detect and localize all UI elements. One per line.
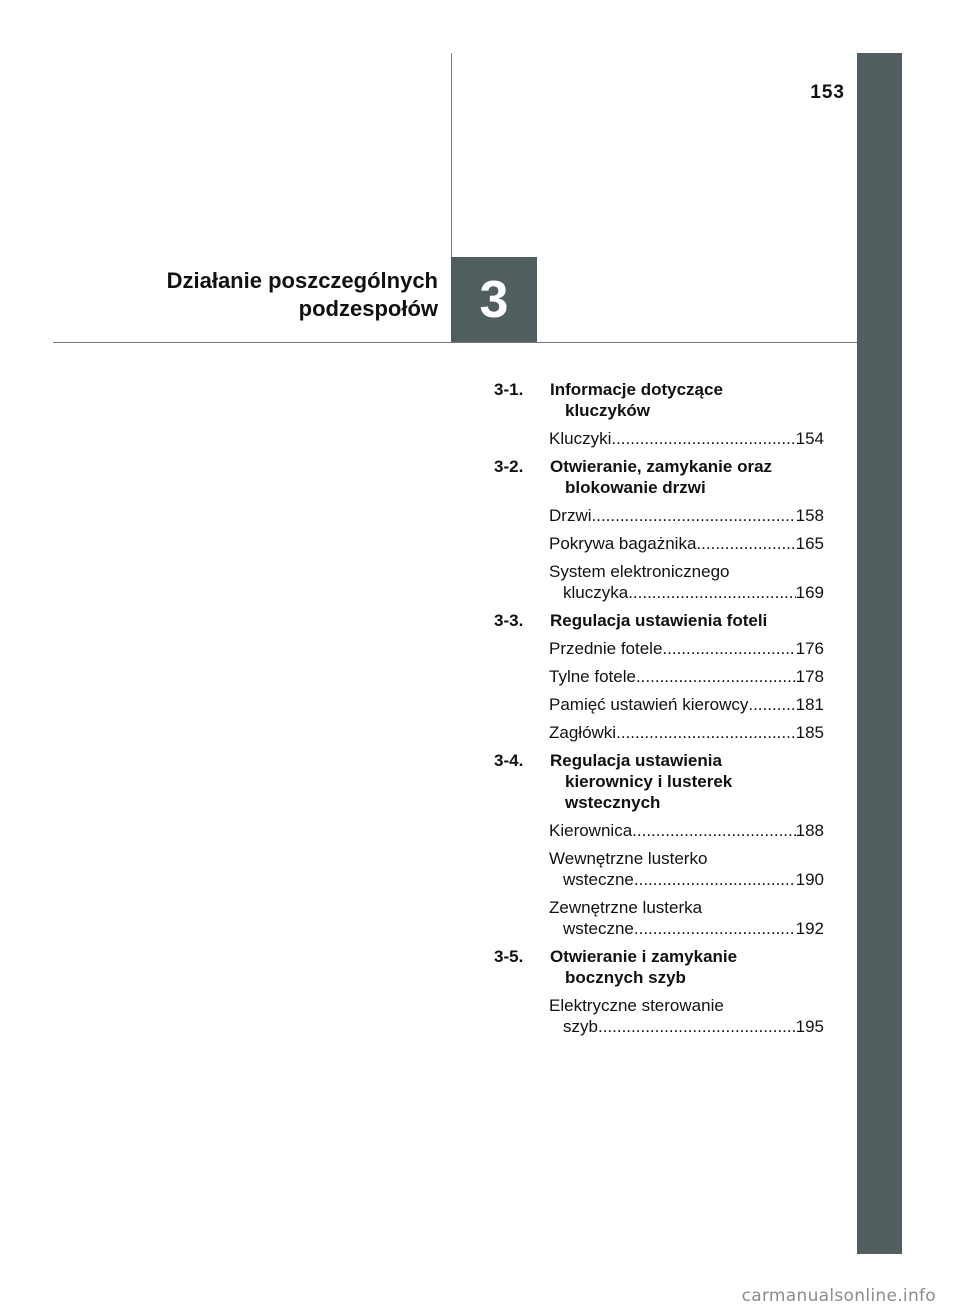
leader-dots: [611, 428, 795, 449]
section-title-line: kluczyków: [565, 401, 651, 420]
entry-title: szyb: [563, 1017, 598, 1036]
leader-dots: [598, 1016, 796, 1037]
entry-page: 185: [795, 723, 824, 742]
watermark-text: carmanualsonline.info: [741, 1286, 936, 1306]
section-title-line: kierownicy i lusterek: [565, 772, 733, 791]
section-title-line: wstecznych: [565, 793, 661, 812]
leader-dots: [592, 505, 796, 526]
leader-dots: [662, 638, 795, 659]
section-title-line: Otwieranie, zamykanie oraz: [550, 457, 773, 476]
toc-entry[interactable]: [549, 995, 824, 1037]
toc-section[interactable]: [494, 456, 824, 498]
entry-page: 158: [795, 506, 824, 525]
section-number: 3-1.: [494, 380, 524, 399]
chapter-title-line: podzespołów: [298, 296, 438, 321]
entry-page: 190: [795, 870, 824, 889]
entry-page: 165: [795, 534, 824, 553]
toc-entry[interactable]: [549, 638, 824, 659]
chapter-title-line: Działanie poszczególnych: [166, 268, 438, 293]
entry-title: kluczyka: [563, 583, 629, 602]
entry-page: 181: [795, 695, 824, 714]
section-number: 3-2.: [494, 457, 524, 476]
toc-entry[interactable]: [549, 428, 824, 449]
leader-dots: [628, 582, 795, 603]
section-title-line: Otwieranie i zamykanie: [550, 947, 738, 966]
entry-page: 192: [795, 919, 824, 938]
toc-entry[interactable]: [549, 694, 824, 715]
leader-dots: [634, 869, 796, 890]
section-number: 3-5.: [494, 947, 524, 966]
section-title-line: Regulacja ustawienia: [550, 751, 722, 770]
entry-title: Przednie fotele: [549, 639, 663, 658]
leader-dots: [696, 533, 795, 554]
leader-dots: [636, 666, 796, 687]
toc-section[interactable]: [494, 610, 824, 631]
toc-entry[interactable]: [549, 666, 824, 687]
leader-dots: [616, 722, 796, 743]
toc-entry[interactable]: [549, 722, 824, 743]
entry-page: 176: [795, 639, 824, 658]
entry-page: 195: [795, 1017, 824, 1036]
entry-title-line: Zewnętrzne lusterka: [549, 898, 703, 917]
toc-entry[interactable]: [549, 561, 824, 603]
section-title-line: blokowanie drzwi: [565, 478, 706, 497]
entry-page: 188: [795, 821, 824, 840]
toc-entry[interactable]: [549, 505, 824, 526]
entry-title: Pokrywa bagażnika: [549, 534, 697, 553]
toc-section[interactable]: [494, 946, 824, 988]
entry-title-line: System elektronicznego: [549, 562, 730, 581]
leader-dots: [632, 820, 795, 841]
entry-title: Kierownica: [549, 821, 633, 840]
entry-title: Drzwi: [549, 506, 592, 525]
chapter-number: 3: [479, 270, 509, 329]
chapter-number-box: [451, 257, 537, 342]
toc-section[interactable]: [494, 379, 824, 421]
page-number: 153: [810, 82, 845, 103]
entry-title-line: Wewnętrzne lusterko: [549, 849, 708, 868]
table-of-contents: [494, 379, 824, 1044]
section-title-line: Regulacja ustawienia foteli: [550, 611, 768, 630]
entry-page: 154: [795, 429, 824, 448]
toc-entry[interactable]: [549, 820, 824, 841]
chapter-side-tab: [857, 53, 902, 1254]
section-number: 3-4.: [494, 751, 524, 770]
entry-title: Zagłówki: [549, 723, 617, 742]
entry-title: Kluczyki: [549, 429, 612, 448]
chapter-title: [78, 267, 438, 323]
entry-title: Pamięć ustawień kierowcy: [549, 695, 749, 714]
entry-title: Tylne fotele: [549, 667, 636, 686]
horizontal-divider: [53, 342, 857, 343]
section-title-line: bocznych szyb: [565, 968, 686, 987]
toc-entry[interactable]: [549, 897, 824, 939]
toc-entry[interactable]: [549, 533, 824, 554]
toc-entry[interactable]: [549, 848, 824, 890]
entry-title-line: Elektryczne sterowanie: [549, 996, 724, 1015]
leader-dots: [634, 918, 796, 939]
entry-title: wsteczne: [563, 870, 634, 889]
entry-page: 178: [795, 667, 824, 686]
entry-title: wsteczne: [563, 919, 634, 938]
section-number: 3-3.: [494, 611, 524, 630]
section-title-line: Informacje dotyczące: [550, 380, 723, 399]
toc-section[interactable]: [494, 750, 824, 813]
leader-dots: [748, 694, 795, 715]
entry-page: 169: [795, 583, 824, 602]
